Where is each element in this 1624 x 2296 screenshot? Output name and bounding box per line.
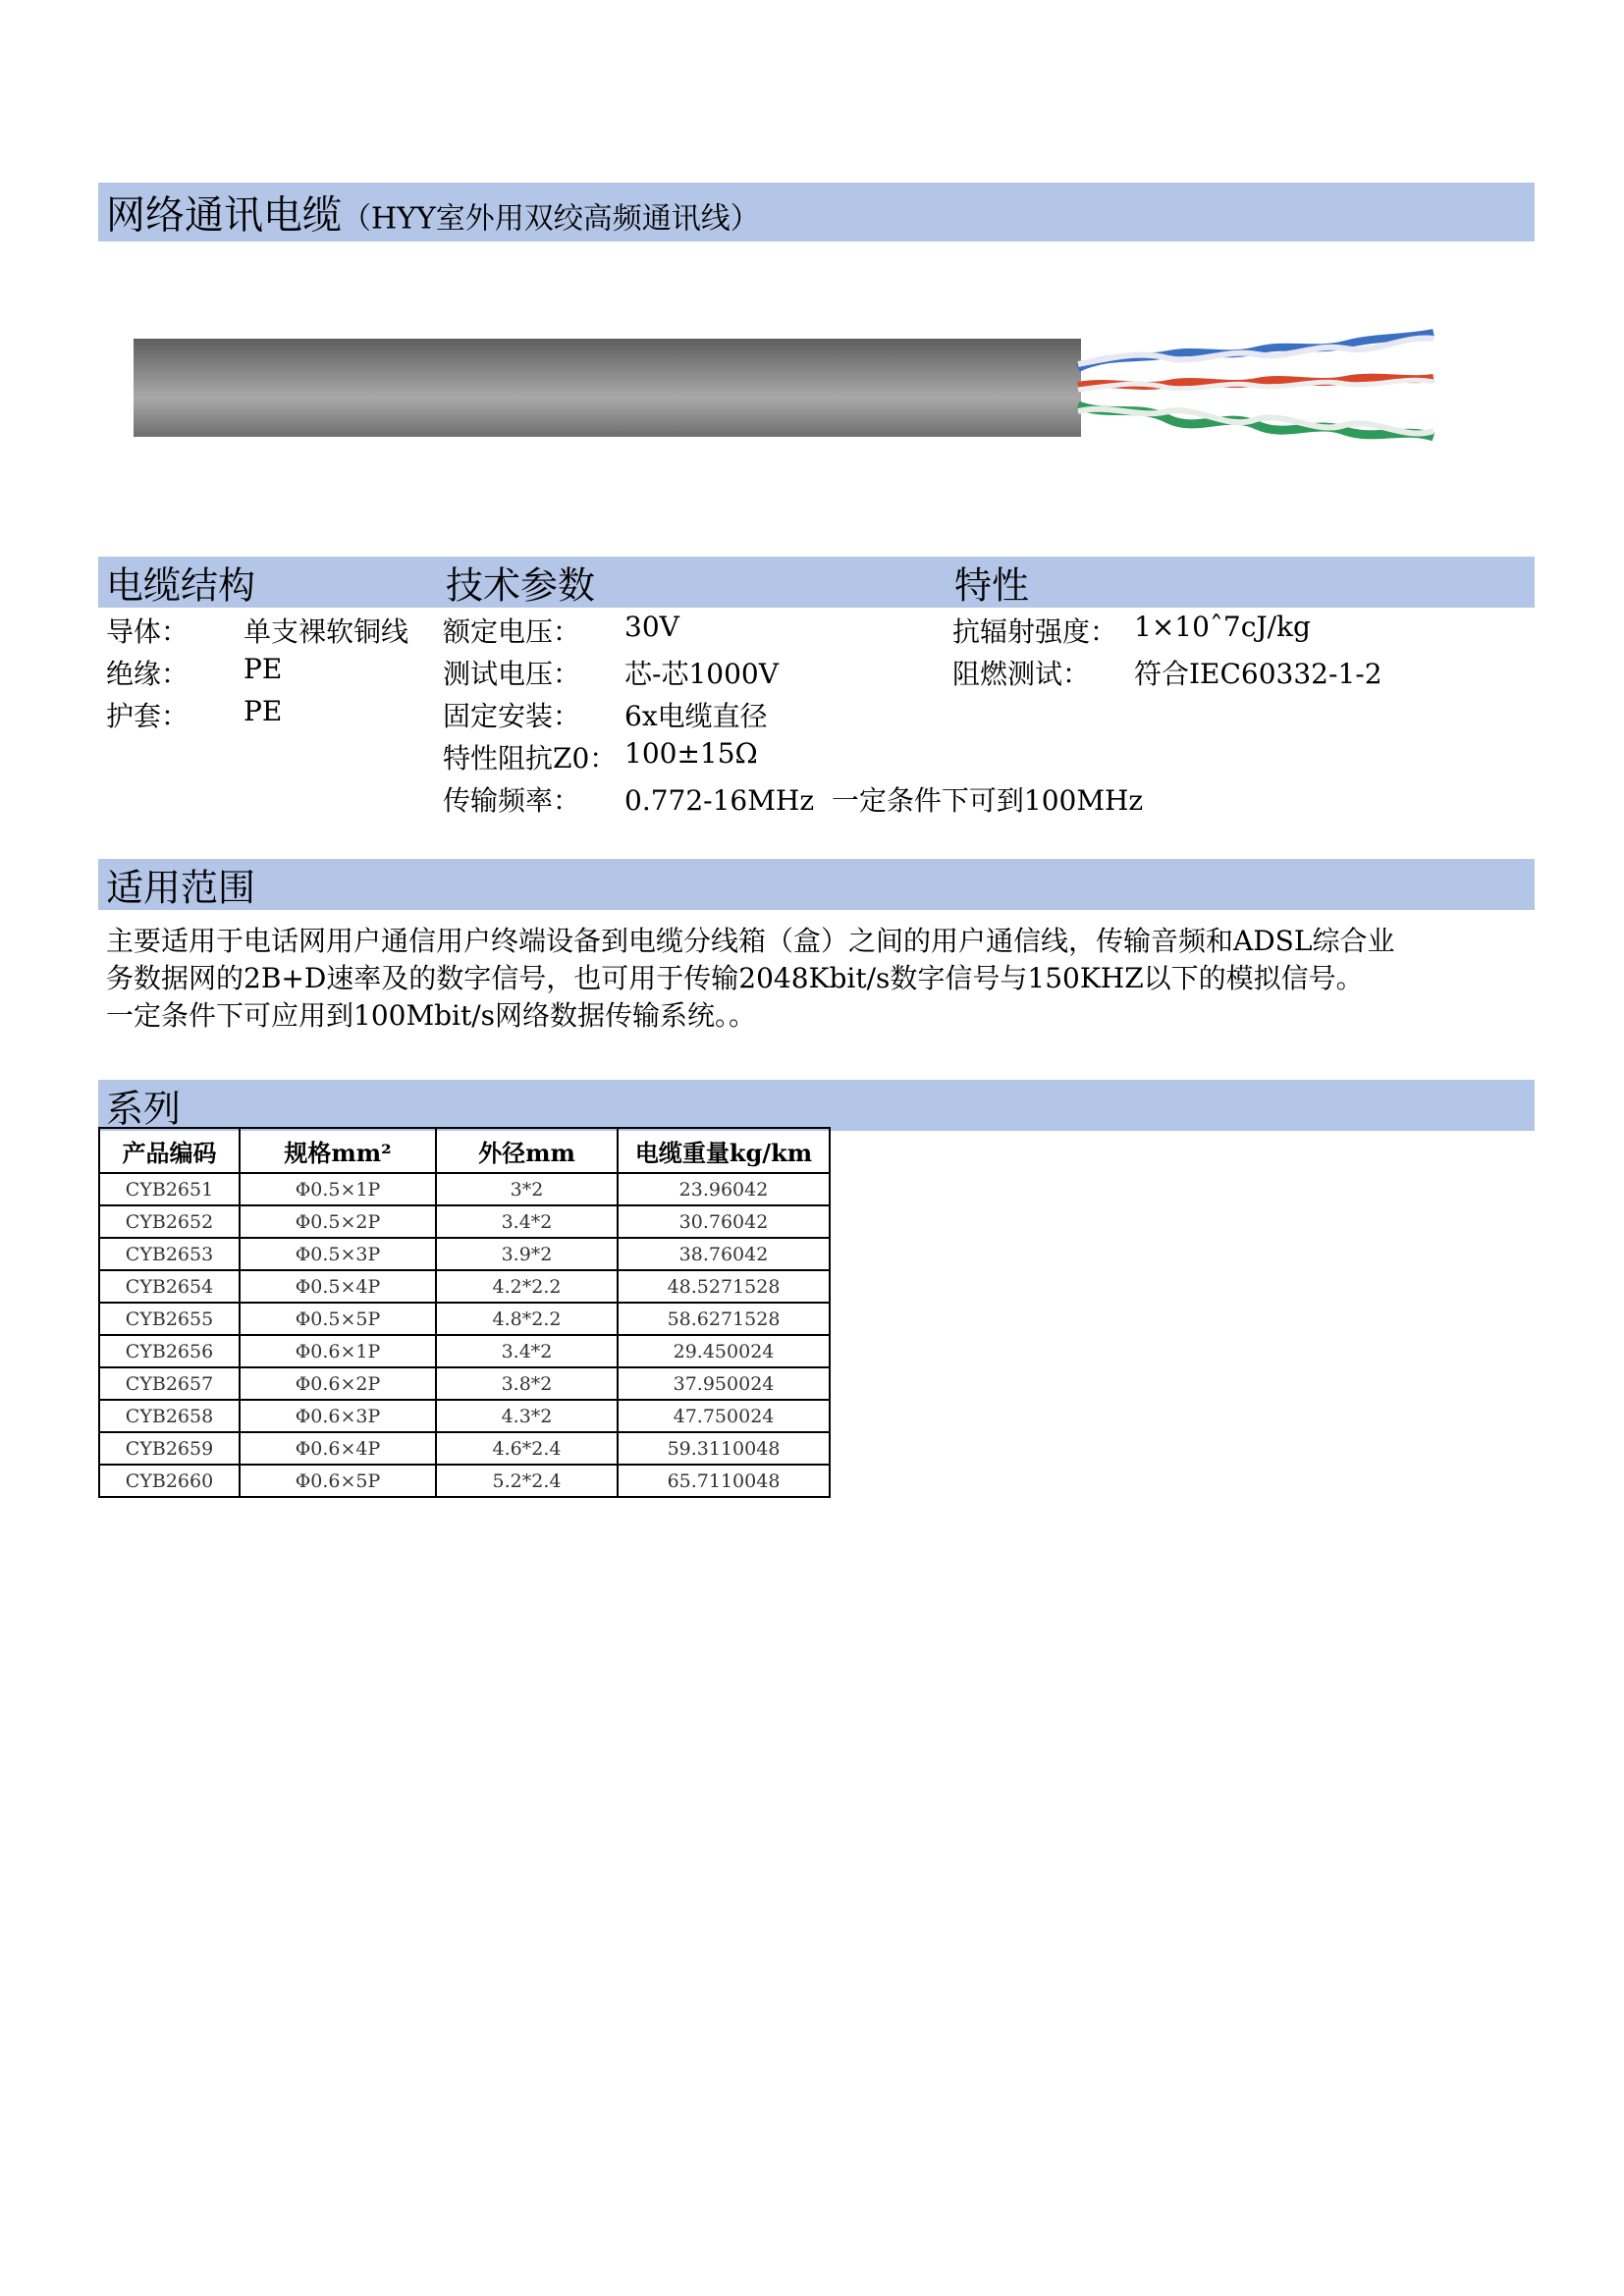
structure-label-insulation: 绝缘： <box>106 658 189 690</box>
table-row <box>99 1205 830 1238</box>
cell-code: CYB2657 <box>99 1367 240 1400</box>
cell-code: CYB2652 <box>99 1205 240 1238</box>
tech-value-impedance: 100±15Ω <box>624 737 758 770</box>
page-title-main: 网络通讯电缆 <box>106 192 342 239</box>
cell-weight: 58.6271528 <box>618 1303 830 1335</box>
cell-code: CYB2656 <box>99 1335 240 1367</box>
table-row <box>99 1335 830 1367</box>
column-header-diameter: 外径mm <box>436 1128 618 1173</box>
cell-code: CYB2660 <box>99 1465 240 1497</box>
tech-value-rated-voltage: 30V <box>624 611 679 643</box>
tech-value-test-voltage: 芯-芯1000V <box>624 658 779 690</box>
cell-code: CYB2651 <box>99 1173 240 1205</box>
cell-spec: Φ0.6×4P <box>240 1432 436 1465</box>
cell-weight: 23.96042 <box>618 1173 830 1205</box>
structure-label-sheath: 护套： <box>106 700 189 732</box>
table-row <box>99 1400 830 1432</box>
cell-diameter: 3.4*2 <box>436 1205 618 1238</box>
tech-heading: 技术参数 <box>446 563 596 608</box>
cable-jacket <box>134 339 1081 437</box>
scope-line: 务数据网的2B+D速率及的数字信号，也可用于传输2048Kbit/s数字信号与150KHZ以下的模拟信号。 <box>106 962 1364 994</box>
feature-label-radiation: 抗辐射强度： <box>952 615 1118 648</box>
cell-code: CYB2653 <box>99 1238 240 1270</box>
cell-weight: 59.3110048 <box>618 1432 830 1465</box>
cell-spec: Φ0.5×1P <box>240 1173 436 1205</box>
cell-weight: 65.7110048 <box>618 1465 830 1497</box>
column-header-spec: 规格mm² <box>240 1128 436 1173</box>
series-table <box>98 1127 831 1498</box>
structure-value-sheath: PE <box>244 695 283 727</box>
cell-diameter: 4.2*2.2 <box>436 1270 618 1303</box>
cell-code: CYB2654 <box>99 1270 240 1303</box>
cell-code: CYB2658 <box>99 1400 240 1432</box>
page-title <box>106 185 760 240</box>
cell-code: CYB2659 <box>99 1432 240 1465</box>
cell-diameter: 3.4*2 <box>436 1335 618 1367</box>
cell-diameter: 4.8*2.2 <box>436 1303 618 1335</box>
table-row <box>99 1173 830 1205</box>
cell-code: CYB2655 <box>99 1303 240 1335</box>
cell-weight: 29.450024 <box>618 1335 830 1367</box>
table-row <box>99 1465 830 1497</box>
cell-spec: Φ0.6×3P <box>240 1400 436 1432</box>
tech-value-installation: 6x电缆直径 <box>624 700 768 732</box>
features-heading: 特性 <box>954 563 1030 608</box>
structure-label-conductor: 导体： <box>106 615 189 648</box>
cable-pair-green-white <box>1078 409 1434 434</box>
tech-value-frequency: 0.772-16MHz 一定条件下可到100MHz <box>624 784 1144 817</box>
tech-label-test-voltage: 测试电压： <box>443 658 581 690</box>
cell-diameter: 3.8*2 <box>436 1367 618 1400</box>
table-row <box>99 1367 830 1400</box>
title-bar <box>98 183 1535 241</box>
cell-weight: 47.750024 <box>618 1400 830 1432</box>
tech-label-impedance: 特性阻抗Z0： <box>443 742 618 774</box>
structure-heading: 电缆结构 <box>106 563 256 608</box>
cell-spec: Φ0.5×2P <box>240 1205 436 1238</box>
column-header-weight: 电缆重量kg/km <box>618 1128 830 1173</box>
cell-weight: 48.5271528 <box>618 1270 830 1303</box>
feature-label-flame: 阻燃测试： <box>952 658 1091 690</box>
scope-paragraph <box>106 923 1530 1035</box>
page-title-sub: （HYY室外用双绞高频通讯线） <box>342 201 760 237</box>
table-row <box>99 1270 830 1303</box>
table-row <box>99 1432 830 1465</box>
tech-label-rated-voltage: 额定电压： <box>443 615 581 648</box>
series-header-bar <box>98 1080 1535 1131</box>
scope-line: 一定条件下可应用到100Mbit/s网络数据传输系统。。 <box>106 999 757 1032</box>
scope-heading: 适用范围 <box>106 866 256 910</box>
spec-header-bar <box>98 557 1535 608</box>
scope-line: 主要适用于电话网用户通信用户终端设备到电缆分线箱（盒）之间的用户通信线，传输音频和ADSL综合业 <box>106 925 1395 957</box>
twisted-pair-cable-photo <box>128 309 1443 456</box>
cable-pair-blue <box>1078 333 1434 368</box>
structure-value-conductor: 单支裸软铜线 <box>244 615 409 648</box>
series-heading: 系列 <box>106 1087 182 1131</box>
table-row <box>99 1238 830 1270</box>
cell-diameter: 3.9*2 <box>436 1238 618 1270</box>
column-header-code: 产品编码 <box>99 1128 240 1173</box>
scope-header-bar <box>98 859 1535 910</box>
structure-value-insulation: PE <box>244 653 283 685</box>
tech-label-installation: 固定安装： <box>443 700 581 732</box>
cell-spec: Φ0.6×5P <box>240 1465 436 1497</box>
tech-label-frequency: 传输频率： <box>443 784 581 817</box>
cell-weight: 37.950024 <box>618 1367 830 1400</box>
cell-spec: Φ0.6×2P <box>240 1367 436 1400</box>
cell-spec: Φ0.6×1P <box>240 1335 436 1367</box>
cell-diameter: 4.3*2 <box>436 1400 618 1432</box>
cell-diameter: 5.2*2.4 <box>436 1465 618 1497</box>
cell-diameter: 4.6*2.4 <box>436 1432 618 1465</box>
cell-weight: 30.76042 <box>618 1205 830 1238</box>
cell-diameter: 3*2 <box>436 1173 618 1205</box>
cell-spec: Φ0.5×5P <box>240 1303 436 1335</box>
cell-spec: Φ0.5×4P <box>240 1270 436 1303</box>
table-row <box>99 1303 830 1335</box>
cell-spec: Φ0.5×3P <box>240 1238 436 1270</box>
feature-value-radiation: 1×10ˆ7cJ/kg <box>1134 611 1311 643</box>
feature-value-flame: 符合IEC60332-1-2 <box>1134 658 1382 690</box>
table-header-row <box>99 1128 830 1173</box>
cell-weight: 38.76042 <box>618 1238 830 1270</box>
